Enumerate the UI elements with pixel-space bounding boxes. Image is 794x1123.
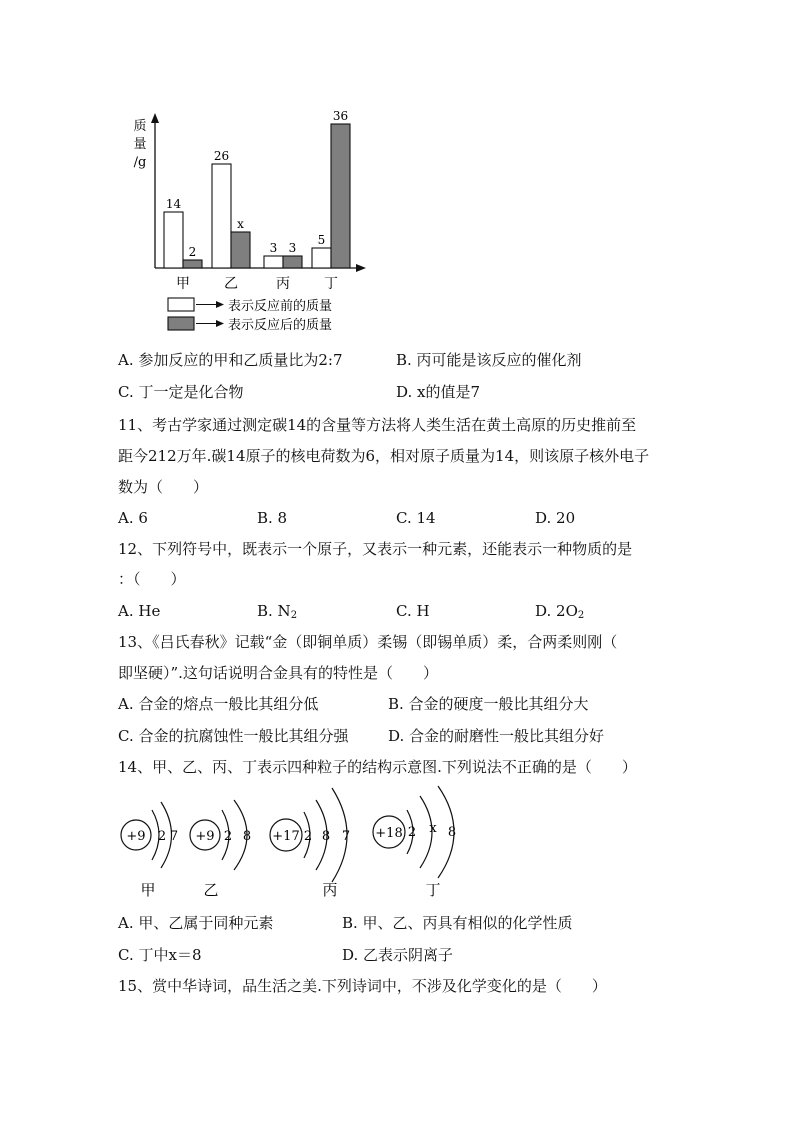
q12-option-d[interactable] bbox=[535, 601, 584, 626]
q13-option-b[interactable]: B. 合金的硬度一般比其组分大 bbox=[388, 695, 589, 713]
bar-value-label: 36 bbox=[332, 109, 349, 123]
q11-stem-line-2: 距今212万年.碳14原子的核电荷数为6，相对原子质量为14，则该原子核外电子 bbox=[118, 447, 650, 465]
q12-option-b-subscript: 2 bbox=[290, 610, 298, 621]
x-tick-label: 乙 bbox=[224, 276, 238, 292]
bar-after bbox=[331, 124, 350, 268]
shell-electrons: 8 bbox=[321, 829, 331, 844]
shell-electrons: 2 bbox=[303, 829, 313, 844]
q14-option-a[interactable]: A. 甲、乙属于同种元素 bbox=[118, 914, 274, 932]
legend-swatch bbox=[168, 298, 194, 311]
atom-diagram-ding bbox=[373, 786, 456, 899]
mass-bar-chart bbox=[0, 0, 794, 345]
y-axis-label: 量 bbox=[133, 137, 147, 152]
bar-after bbox=[283, 256, 302, 268]
shell-electrons: x bbox=[429, 821, 437, 836]
bar-value-label: 3 bbox=[288, 241, 297, 255]
q11-stem-line-1: 11、考古学家通过测定碳14的含量等方法将人类生活在黄土高原的历史推前至 bbox=[118, 416, 637, 434]
shell-electrons: 7 bbox=[341, 829, 351, 844]
bar-value-label: 2 bbox=[188, 245, 197, 259]
nucleus-charge: +9 bbox=[126, 829, 146, 844]
bar-value-label: x bbox=[237, 217, 244, 231]
q13-option-c[interactable]: C. 合金的抗腐蚀性一般比其组分强 bbox=[118, 727, 349, 745]
q14-option-d[interactable]: D. 乙表示阴离子 bbox=[342, 946, 454, 964]
bar-value-label: 3 bbox=[269, 241, 278, 255]
diagram-label: 丁 bbox=[425, 881, 441, 899]
legend-swatch bbox=[168, 317, 194, 330]
chart-legend bbox=[168, 298, 332, 333]
bar-value-label: 26 bbox=[213, 149, 230, 163]
legend-label: 表示反应前的质量 bbox=[228, 299, 333, 314]
q11-option-a[interactable]: A. 6 bbox=[118, 509, 148, 527]
bar-before bbox=[312, 248, 331, 268]
atom-diagram-yi bbox=[190, 800, 251, 899]
q14-stem-line-1: 14、甲、乙、丙、丁表示四种粒子的结构示意图.下列说法不正确的是（ ） bbox=[118, 758, 637, 776]
shell-electrons: 2 bbox=[157, 829, 167, 844]
q11-option-b[interactable]: B. 8 bbox=[257, 509, 288, 527]
q12-option-d-text: D. 2O bbox=[535, 602, 578, 620]
q10-option-c[interactable]: C. 丁一定是化合物 bbox=[118, 383, 244, 401]
y-axis-arrow bbox=[151, 113, 159, 123]
diagram-label: 甲 bbox=[140, 881, 156, 899]
q12-option-d-subscript: 2 bbox=[577, 610, 585, 621]
q11-stem-line-3: 数为（ ） bbox=[118, 478, 209, 496]
shell-electrons: 8 bbox=[242, 829, 252, 844]
q11-option-c[interactable]: C. 14 bbox=[396, 509, 436, 527]
q14-option-b[interactable]: B. 甲、乙、丙具有相似的化学性质 bbox=[342, 914, 573, 932]
atomic-structure-diagrams bbox=[0, 780, 794, 905]
q10-option-a[interactable]: A. 参加反应的甲和乙质量比为2:7 bbox=[118, 351, 343, 369]
atom-diagram-bing bbox=[270, 788, 350, 899]
legend-arrow-head bbox=[216, 301, 224, 308]
shell-electrons: 8 bbox=[447, 825, 457, 840]
nucleus-charge: +18 bbox=[375, 826, 403, 841]
legend-arrow-head bbox=[216, 320, 224, 327]
shell-electrons: 2 bbox=[223, 829, 233, 844]
bar-value-label: 5 bbox=[317, 233, 326, 247]
shell-electrons: 2 bbox=[407, 825, 417, 840]
q13-stem-line-1: 13、《吕氏春秋》记载“金（即铜单质）柔锡（即锡单质）柔，合两柔则刚（ bbox=[118, 633, 618, 651]
q15-stem-line-1: 15、赏中华诗词，品生活之美.下列诗词中，不涉及化学变化的是（ ） bbox=[118, 977, 607, 995]
legend-label: 表示反应后的质量 bbox=[228, 318, 333, 333]
q12-option-c[interactable]: C. H bbox=[396, 602, 430, 620]
bar-value-label: 14 bbox=[165, 197, 182, 211]
x-tick-label: 甲 bbox=[176, 276, 190, 292]
q12-option-a[interactable]: A. He bbox=[118, 602, 161, 620]
bar-before bbox=[212, 164, 231, 268]
y-axis-label: /g bbox=[133, 155, 147, 170]
shell-electrons: 7 bbox=[169, 829, 179, 844]
q10-option-b[interactable]: B. 丙可能是该反应的催化剂 bbox=[396, 351, 582, 369]
bar-after bbox=[183, 260, 202, 268]
diagram-label: 丙 bbox=[322, 881, 338, 899]
diagram-label: 乙 bbox=[203, 881, 219, 899]
bar-before bbox=[264, 256, 283, 268]
q13-option-a[interactable]: A. 合金的熔点一般比其组分低 bbox=[118, 695, 319, 713]
x-axis-arrow bbox=[356, 264, 366, 272]
q12-stem-line-1: 12、下列符号中，既表示一个原子，又表示一种元素，还能表示一种物质的是 bbox=[118, 540, 633, 558]
bar-before bbox=[164, 212, 183, 268]
q13-option-d[interactable]: D. 合金的耐磨性一般比其组分好 bbox=[388, 727, 605, 745]
bar-after bbox=[231, 232, 250, 268]
x-tick-label: 丁 bbox=[324, 276, 338, 292]
q12-option-b-text: B. N bbox=[257, 602, 291, 620]
q10-option-d[interactable]: D. x的值是7 bbox=[396, 383, 481, 401]
nucleus-charge: +17 bbox=[272, 829, 300, 844]
y-axis-label: 质 bbox=[133, 119, 147, 134]
q12-stem-line-2: ：（ ） bbox=[118, 570, 186, 588]
nucleus-charge: +9 bbox=[195, 829, 215, 844]
x-tick-label: 丙 bbox=[276, 276, 290, 292]
atom-diagram-jia bbox=[121, 802, 178, 899]
q11-option-d[interactable]: D. 20 bbox=[535, 509, 576, 527]
q14-option-c[interactable]: C. 丁中x＝8 bbox=[118, 946, 202, 964]
q12-option-b[interactable] bbox=[257, 601, 297, 626]
q13-stem-line-2: 即坚硬）”.这句话说明合金具有的特性是（ ） bbox=[118, 664, 438, 682]
